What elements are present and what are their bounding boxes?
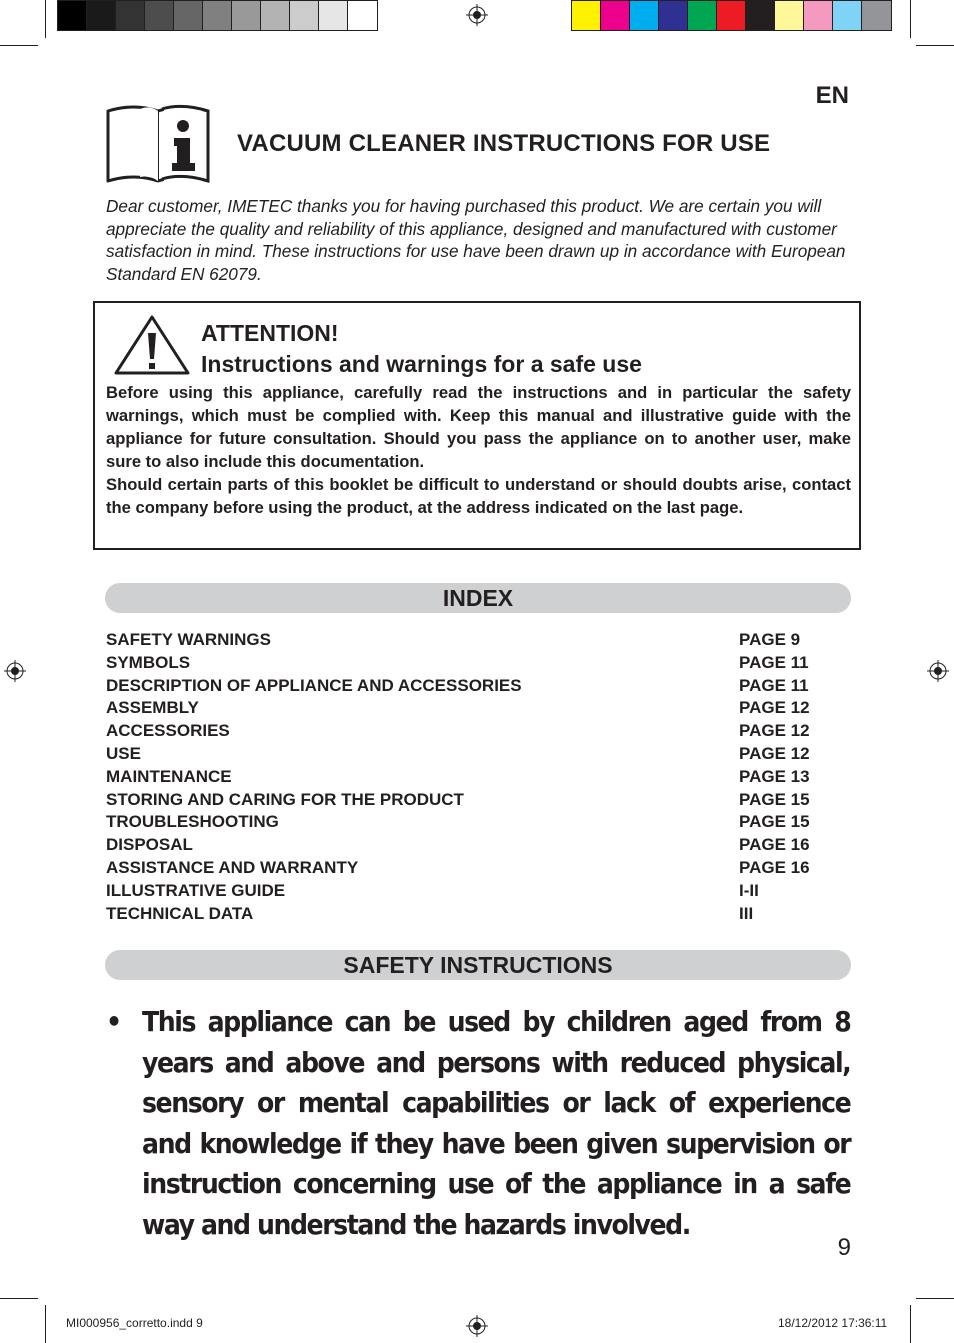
color-swatch <box>174 1 203 30</box>
intro-paragraph: Dear customer, IMETEC thanks you for having purchased this product. We are certain you will appreciate the quality and reliability of this appliance, designed and manufactured with customer satisfaction in mind. These instructions for use have been drawn up in accordance with European Standard EN 62079. <box>106 196 846 284</box>
index-entry-page: PAGE 12 <box>739 743 810 763</box>
crop-mark <box>910 1305 911 1343</box>
index-entry-label: MAINTENANCE <box>106 766 232 786</box>
index-entry-page: PAGE 16 <box>739 857 810 877</box>
info-book-icon <box>104 101 212 185</box>
index-entry-page: PAGE 11 <box>739 652 809 672</box>
crop-mark <box>0 1298 38 1299</box>
index-entry-page: PAGE 15 <box>739 789 810 809</box>
index-entry-label: DISPOSAL <box>106 835 193 855</box>
index-entry-label: SAFETY WARNINGS <box>106 630 271 649</box>
file-slug: MI000956_corretto.indd 9 <box>66 1316 203 1330</box>
color-swatch <box>261 1 290 30</box>
crop-mark <box>916 1298 954 1299</box>
attention-body <box>106 381 851 519</box>
index-entry-label: TECHNICAL DATA <box>106 903 254 923</box>
index-entry <box>106 811 836 834</box>
color-swatch <box>232 1 261 30</box>
registration-mark-icon <box>466 1315 488 1337</box>
language-code: EN <box>815 82 849 109</box>
color-swatch <box>319 1 348 30</box>
index-entry-page: PAGE 12 <box>739 721 810 741</box>
index-entry <box>106 789 836 812</box>
color-swatch <box>58 1 87 30</box>
attention-subtitle: Instructions and warnings for a safe use <box>201 351 642 377</box>
index-entry-page: PAGE 13 <box>739 766 810 786</box>
index-entry-label: ASSISTANCE AND WARRANTY <box>106 857 359 877</box>
color-swatch <box>572 1 601 30</box>
color-swatch <box>862 1 891 30</box>
index-entry <box>106 903 836 926</box>
bullet-icon: • <box>106 1005 121 1038</box>
color-swatch <box>775 1 804 30</box>
registration-mark-icon <box>4 660 26 682</box>
crop-mark <box>45 1305 46 1343</box>
index-entry <box>106 629 836 652</box>
attention-heading <box>201 318 642 380</box>
index-entry <box>106 880 836 903</box>
safety-heading: SAFETY INSTRUCTIONS <box>105 950 851 980</box>
attention-paragraph: Before using this appliance, carefully read the instructions and in particular the safety warnings, which must be complied with. Keep this manual and illustrative guide with the appliance for future consultation. Should you pass the appliance on to another user, make sure to also include this documentation. <box>106 383 851 471</box>
page-title: VACUUM CLEANER INSTRUCTIONS FOR USE <box>237 130 771 157</box>
index-entry-page: I-II <box>739 880 759 900</box>
safety-item-text: This appliance can be used by children aged from 8 years and above and persons with reduced physical, sensory or mental capabilities or lack of experience and knowledge if they have been given supervision or instruction concerning use of the appliance in a safe way and understand the hazards involved. <box>142 1005 851 1241</box>
color-swatch <box>87 1 116 30</box>
color-swatch <box>804 1 833 30</box>
attention-title: ATTENTION! <box>201 320 339 346</box>
crop-mark <box>45 0 46 38</box>
index-entry-label: DESCRIPTION OF APPLIANCE AND ACCESSORIES <box>106 675 522 695</box>
index-entry <box>106 857 836 880</box>
index-entry-page: PAGE 12 <box>739 698 810 718</box>
index-entry-page: III <box>739 903 754 923</box>
process-color-bar <box>571 0 892 31</box>
color-swatch <box>601 1 630 30</box>
index-entry-label: SYMBOLS <box>106 652 191 672</box>
index-entry <box>106 675 836 698</box>
index-entry-page: PAGE 9 <box>739 630 801 649</box>
index-entry-label: TROUBLESHOOTING <box>106 812 279 832</box>
color-swatch <box>659 1 688 30</box>
index-entry-label: STORING AND CARING FOR THE PRODUCT <box>106 789 464 809</box>
color-swatch <box>203 1 232 30</box>
registration-mark-icon <box>927 660 949 682</box>
index-list <box>106 629 836 925</box>
index-entry-page: PAGE 15 <box>739 812 810 832</box>
safety-instructions <box>106 1002 850 1245</box>
color-swatch <box>630 1 659 30</box>
index-entry-label: ASSEMBLY <box>106 698 199 718</box>
crop-mark <box>910 0 911 38</box>
index-entry <box>106 743 836 766</box>
index-entry <box>106 834 836 857</box>
index-entry <box>106 697 836 720</box>
page-number: 9 <box>837 1234 851 1261</box>
date-slug: 18/12/2012 17:36:11 <box>778 1316 888 1330</box>
color-swatch <box>145 1 174 30</box>
warning-triangle-icon <box>112 313 192 377</box>
registration-mark-icon <box>466 4 488 26</box>
index-entry-label: USE <box>106 743 141 763</box>
color-swatch <box>348 1 377 30</box>
index-entry <box>106 766 836 789</box>
safety-item <box>106 1002 850 1245</box>
index-entry-page: PAGE 11 <box>739 675 809 695</box>
color-swatch <box>717 1 746 30</box>
crop-mark <box>0 45 38 46</box>
index-heading: INDEX <box>105 583 851 613</box>
index-entry <box>106 652 836 675</box>
crop-mark <box>916 45 954 46</box>
color-swatch <box>688 1 717 30</box>
index-entry-label: ACCESSORIES <box>106 721 230 741</box>
index-entry-page: PAGE 16 <box>739 835 810 855</box>
color-swatch <box>290 1 319 30</box>
color-swatch <box>116 1 145 30</box>
color-swatch <box>833 1 862 30</box>
index-entry-label: ILLUSTRATIVE GUIDE <box>106 880 286 900</box>
attention-paragraph: Should certain parts of this booklet be difficult to understand or should doubts arise, contact the company before using the product, at the address indicated on the last page. <box>106 475 851 517</box>
color-swatch <box>746 1 775 30</box>
index-entry <box>106 720 836 743</box>
grayscale-color-bar <box>57 0 378 31</box>
